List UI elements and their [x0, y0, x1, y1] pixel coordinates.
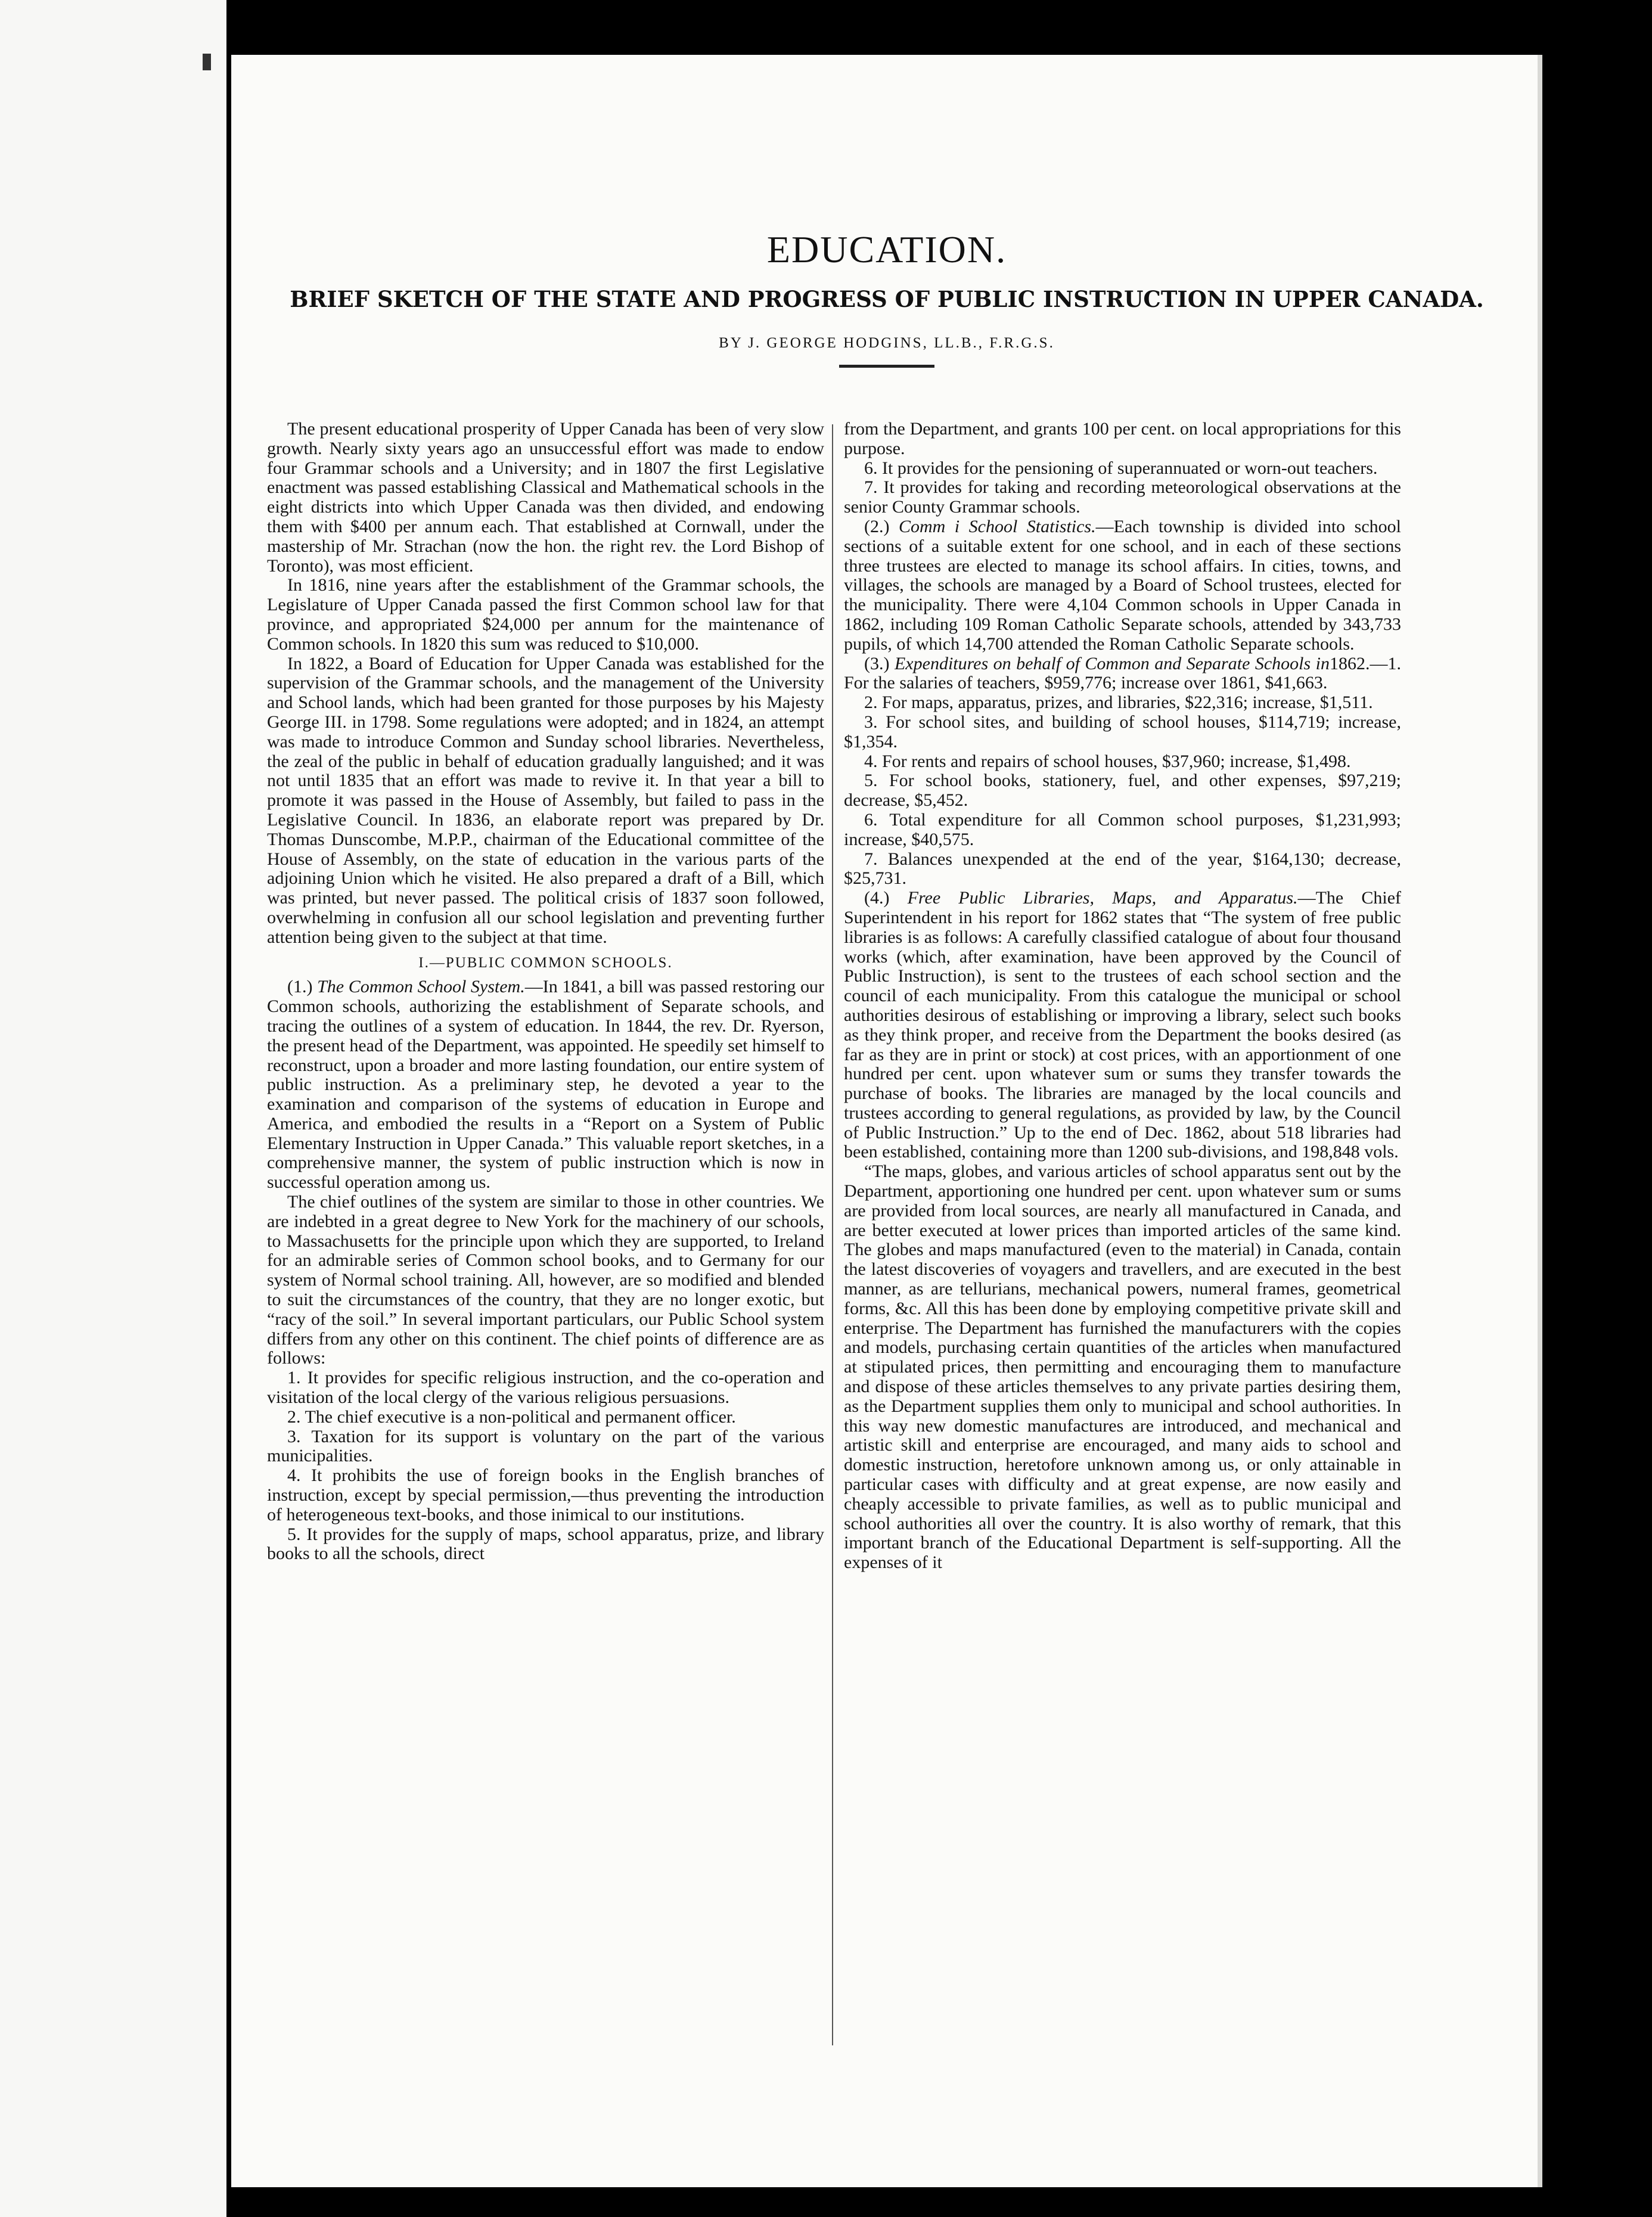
list-item: 5. For school books, stationery, fuel, and other expenses, $97,219; decrease, $5,452. — [844, 771, 1401, 811]
list-item: 5. It provides for the supply of maps, school apparatus, prize, and library books to all the schools, direct — [267, 1524, 824, 1564]
scan-background — [1547, 55, 1652, 2187]
left-column — [267, 420, 824, 1564]
paragraph — [844, 517, 1401, 654]
list-item: 3. For school sites, and building of school houses, $114,719; increase, $1,354. — [844, 712, 1401, 752]
paragraph: from the Department, and grants 100 per cent. on local appropriations for this purpose. — [844, 419, 1401, 458]
list-item: 2. For maps, apparatus, prizes, and libraries, $22,316; increase, $1,511. — [864, 693, 1373, 713]
paragraph-number: (1.) — [287, 977, 313, 997]
list-item: 1. It provides for specific religious instruction, and the co-operation and visitation of the local clergy of the various religious persuasions. — [267, 1368, 824, 1408]
list-item: 6. It provides for the pensioning of superannuated or worn-out teachers. — [864, 458, 1378, 478]
list-item: 4. It prohibits the use of foreign books in the English branches of instruction, except by special permission,—thus preventing the introduction of heterogeneous text-books, and those inimical to our institutions. — [267, 1465, 824, 1524]
binding-mark — [203, 54, 211, 70]
document-page — [231, 55, 1542, 2187]
right-column — [844, 420, 1401, 1573]
paragraph-text: —The Chief Superintendent in his report for 1862 states that “The system of free public libraries is as follows: A carefully classified catalogue of about four thousand works (which, after examination, have been approved by the Council of Public Instruction), is sent to the trustees of each school section and the council of each municipality. From this catalogue the municipal or school authorities desirous of establishing or improving a library, select such books as they think proper, and receive from the Department the books desired (as far as they are in print or stock) at cost prices, with an apportionment of one hundred per cent. upon whatever sum or sums they transfer towards the purchase of books. The libraries are managed by the local councils and trustees according to general regulations, as provided by law, by the Council of Public Instruction.” Up to the end of Dec. 1862, about 518 libraries had been established, containing more than 1200 sub-divisions, and 198,848 vols. — [844, 888, 1402, 1162]
article-subtitle: BRIEF SKETCH OF THE STATE AND PROGRESS OF PUBLIC INSTRUCTION IN UPPER CANADA. — [290, 286, 1484, 312]
paragraph-heading: Comm i School Statistics. — [898, 516, 1096, 536]
adjacent-page-edge — [0, 0, 226, 2217]
list-item: 3. Taxation for its support is voluntary on the part of the various municipalities. — [267, 1426, 824, 1466]
list-item: 4. For rents and repairs of school houses, $37,960; increase, $1,498. — [864, 751, 1351, 771]
paragraph: In 1816, nine years after the establishment of the Grammar schools, the Legislature of Upper Canada passed the first Common school law for that province, and appropriated $24,000 per annum for the maintenance of Common schools. In 1820 this sum was reduced to $10,000. — [267, 575, 824, 654]
paragraph — [267, 977, 824, 1193]
paragraph: The chief outlines of the system are similar to those in other countries. We are indebted in a great degree to New York for the machinery of our schools, to Massachusetts for the principle upon which they are supported, to Ireland for an admirable series of Common school books, and to Germany for our system of Normal school training. All, however, are so modified and blended to suit the circumstances of the country, that they are no longer exotic, but “racy of the soil.” In several important particulars, our Public School system differs from any other on this continent. The chief points of difference are as follows: — [267, 1192, 824, 1368]
header-rule — [839, 365, 934, 368]
paragraph: “The maps, globes, and various articles of school apparatus sent out by the Department, apportioning one hundred per cent. upon whatever sum or sums are provided from local sources, are nearly all manufactured in Canada, and are better executed at lower prices than imported articles of the same kind. The globes and maps manufactured (even to the material) in Canada, contain the latest discoveries of voyagers and travellers, and are executed in the best manner, as are tellurians, mechanical powers, numeral frames, geometrical forms, &c. All this has been done by employing competitive private skill and enterprise. The Department has furnished the manufacturers with the copies and models, purchasing certain quantities of the articles when manufactured at stipulated prices, then permitting and encouraging them to manufacture and dispose of these articles themselves to any private parties desiring them, as the Department supplies them only to municipal and school authorities. In this way new domestic manufactures are introduced, and mechanical and artistic skill and enterprise are encouraged, and many aids to school and domestic instruction, heretofore unknown among us, or only attainable in particular cases with difficulty and at great expense, are now easily and cheaply accessible to private families, as well as to public municipal and school authorities all over the country. It is also worthy of remark, that this important branch of the Educational Department is self-supporting. All the expenses of it — [844, 1162, 1401, 1573]
paragraph-number: (2.) — [864, 516, 890, 536]
list-item: 2. The chief executive is a non-political and permanent officer. — [287, 1406, 736, 1427]
author-byline: BY J. GEORGE HODGINS, LL.B., F.R.G.S. — [719, 335, 1055, 351]
page-title: EDUCATION. — [766, 228, 1007, 271]
paragraph — [844, 654, 1401, 694]
list-item: 6. Total expenditure for all Common school purposes, $1,231,993; increase, $40,575. — [844, 809, 1401, 849]
paragraph-heading: Expenditures on behalf of Common and Separate Schools in — [894, 653, 1330, 673]
paragraph-text: —In 1841, a bill was passed restoring our Common schools, authorizing the establishment of Separate schools, and tracing the outlines of a system of education. In 1844, the rev. Dr. Ryerson, the present head of the Department, was appointed. He speedily set himself to reconstruct, upon a broader and more lasting foundation, our entire system of public instruction. As a preliminary step, he devoted a year to the examination and comparison of the systems of education in Europe and America, and embodied the results in a “Report on a System of Public Elementary Instruction in Upper Canada.” This valuable report sketches, in a comprehensive manner, the system of public instruction which is now in successful operation among us. — [267, 977, 825, 1193]
paragraph-text: 1862.—1. For the salaries of teachers, $959,776; increase over 1861, $41,663. — [844, 653, 1402, 693]
paragraph — [844, 889, 1401, 1162]
list-item: 7. It provides for taking and recording meteorological observations at the senior County Grammar schools. — [844, 477, 1401, 517]
column-divider — [832, 424, 833, 2045]
paragraph-heading: The Common School System. — [317, 977, 525, 997]
list-item: 7. Balances unexpended at the end of the year, $164,130; decrease, $25,731. — [844, 849, 1401, 889]
paragraph-heading: Free Public Libraries, Maps, and Apparatus. — [907, 888, 1298, 908]
paragraph: In 1822, a Board of Education for Upper Canada was established for the supervision of the Grammar schools, and the management of the University and School lands, which had been granted for those purposes by his Majesty George III. in 1798. Some regulations were adopted; and in 1824, an attempt was made to introduce Common and Sunday school libraries. Nevertheless, the zeal of the public in behalf of education gradually languished; and it was not until 1835 that an effort was made to revive it. In that year a bill to promote it was passed in the House of Assembly, but failed to pass in the Legislative Council. In 1836, an elaborate report was prepared by Dr. Thomas Dunscombe, M.P.P., chairman of the Educational committee of the House of Assembly, on the state of education in the various parts of the adjoining Union which he visited. He also prepared a draft of a Bill, which was printed, but never passed. The political crisis of 1837 soon followed, overwhelming in confusion all our school legislation and preventing further attention being given to the subject at that time. — [267, 653, 824, 947]
paragraph-number: (3.) — [864, 653, 890, 673]
section-heading: I.—PUBLIC COMMON SCHOOLS. — [418, 954, 673, 971]
paragraph: The present educational prosperity of Upper Canada has been of very slow growth. Nearly sixty years ago an unsuccessful effort was made to endow four Grammar schools and a University; and in 1807 the first Legislative enactment was passed establishing Classical and Mathematical schools in the eight districts into which Upper Canada was then divided, and endowing them with $400 per annum each. That established at Cornwall, under the mastership of Mr. Strachan (now the hon. the right rev. the Lord Bishop of Toronto), was most efficient. — [267, 419, 824, 576]
paragraph-number: (4.) — [864, 888, 890, 908]
paragraph-text: —Each township is divided into school sections of a suitable extent for one school, and in each of these sections three trustees are elected to manage its school affairs. In cities, towns, and villages, the schools are managed by a Board of School trustees, elected for the municipality. There were 4,104 Common schools in Upper Canada in 1862, including 109 Roman Catholic Separate schools, attended by 343,733 pupils, of which 14,700 attended the Roman Catholic Separate schools. — [844, 516, 1401, 654]
